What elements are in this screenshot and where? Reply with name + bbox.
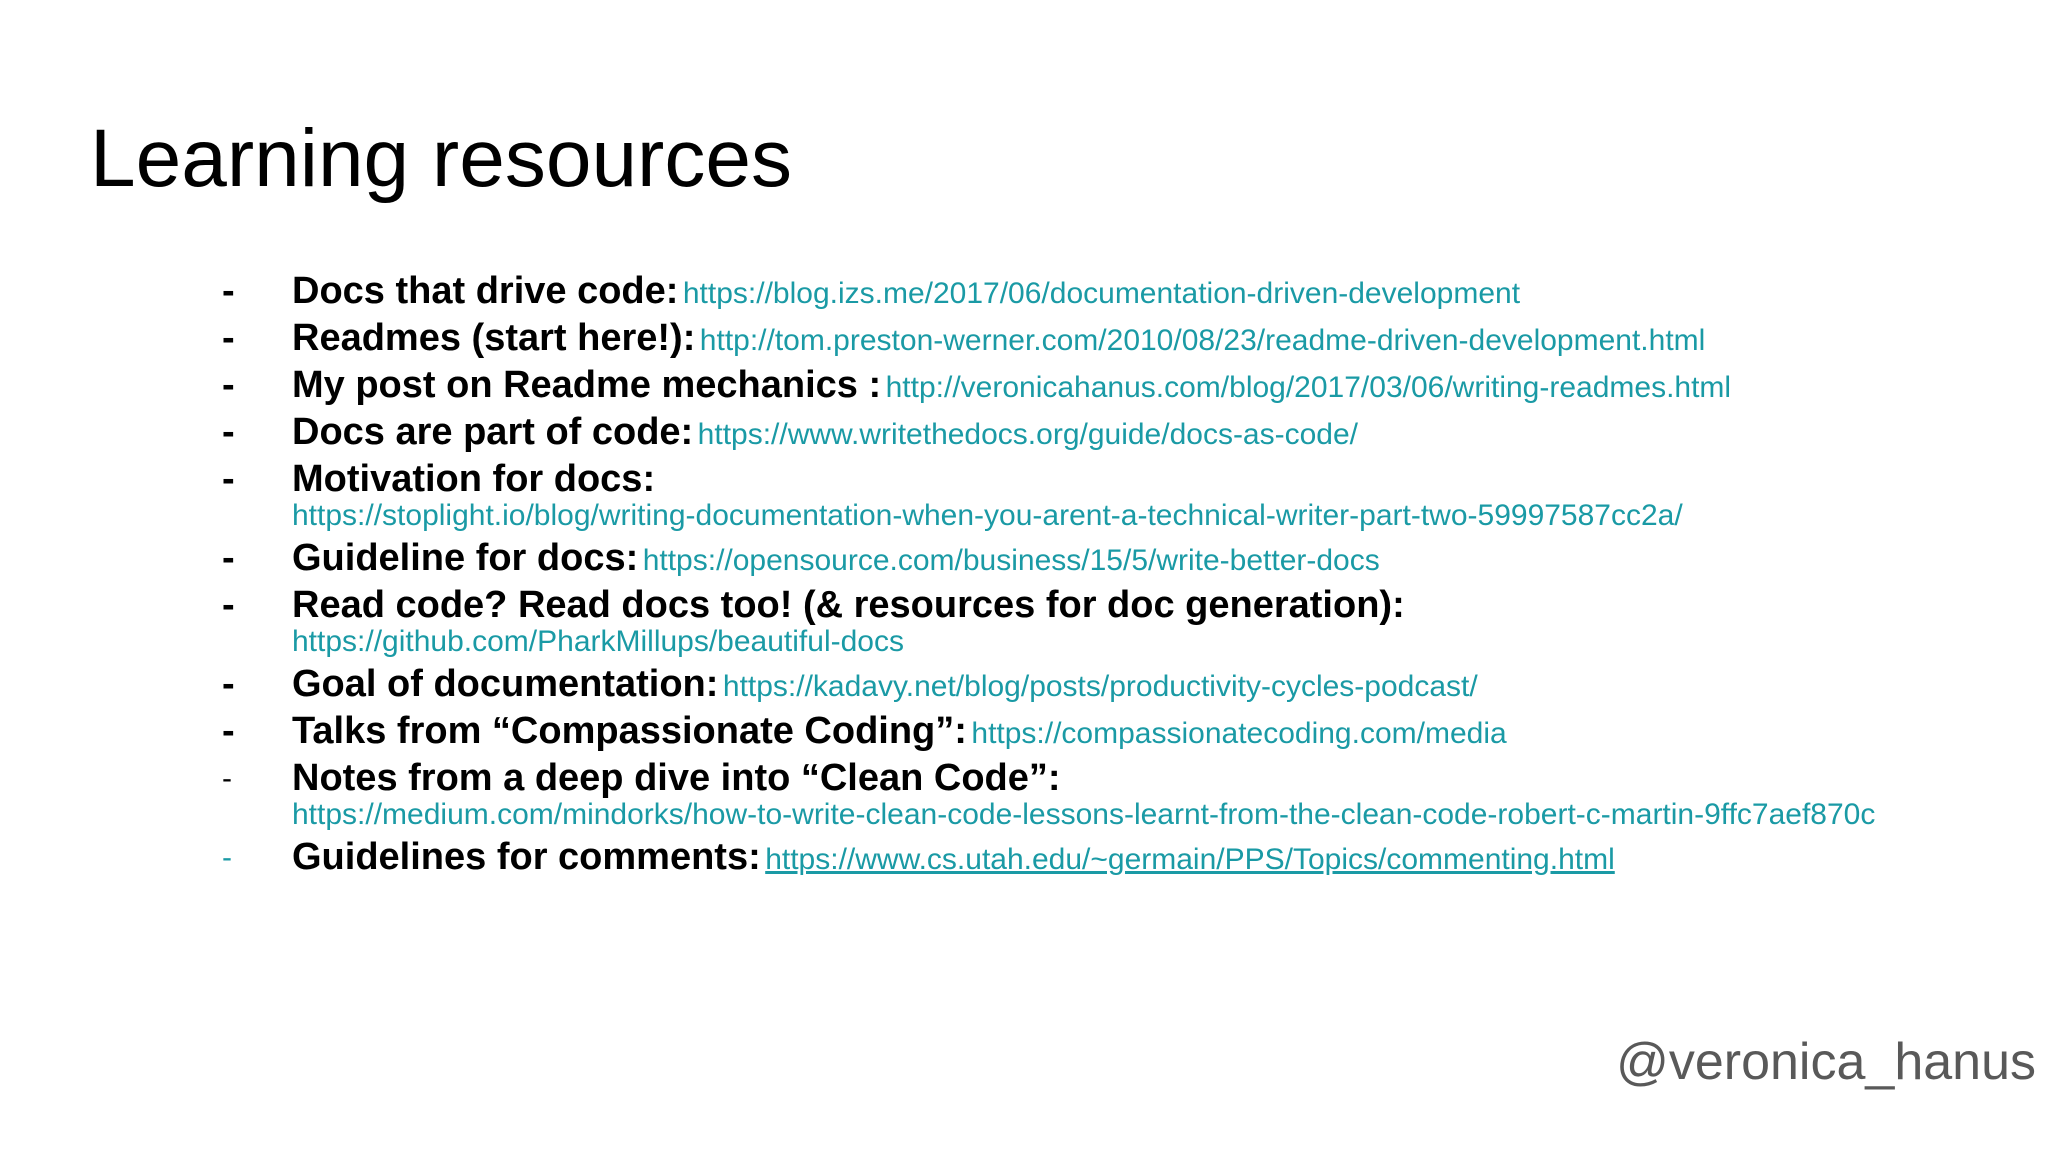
- resource-label: Readmes (start here!):: [292, 317, 696, 359]
- resource-link[interactable]: https://www.cs.utah.edu/~germain/PPS/Topics/commenting.html: [765, 843, 1615, 876]
- bullet-dash: -: [222, 584, 235, 626]
- list-item: [0, 362, 1922, 409]
- resource-label: Talks from “Compassionate Coding”:: [292, 710, 967, 752]
- resource-link[interactable]: https://github.com/PharkMillups/beautiful-docs: [292, 625, 904, 658]
- bullet-dash: -: [222, 710, 235, 752]
- resource-link[interactable]: https://opensource.com/business/15/5/write-better-docs: [642, 544, 1380, 577]
- list-item: [0, 409, 1922, 456]
- resource-link[interactable]: http://tom.preston-werner.com/2010/08/23/readme-driven-development.html: [699, 324, 1706, 357]
- resource-link[interactable]: http://veronicahanus.com/blog/2017/03/06/writing-readmes.html: [885, 371, 1732, 404]
- list-item: [0, 755, 1922, 834]
- list-item: [0, 456, 1922, 535]
- list-item: [0, 661, 1922, 708]
- resource-link[interactable]: https://www.writethedocs.org/guide/docs-as-code/: [697, 418, 1358, 451]
- author-handle: @veronica_hanus: [1616, 1033, 2036, 1091]
- resource-link[interactable]: https://kadavy.net/blog/posts/productivity-cycles-podcast/: [722, 670, 1478, 703]
- resource-label: My post on Readme mechanics :: [292, 364, 882, 406]
- bullet-dash: -: [222, 317, 235, 359]
- resource-link[interactable]: https://medium.com/mindorks/how-to-write-clean-code-lessons-learnt-from-the-clean-code-robert-c-martin-9ffc7aef870c: [292, 798, 1876, 831]
- bullet-dash: -: [222, 663, 235, 705]
- resource-label: Guideline for docs:: [292, 537, 639, 579]
- resource-label: Motivation for docs:: [292, 458, 656, 500]
- resource-list: [0, 268, 2048, 881]
- bullet-dash: -: [222, 270, 235, 312]
- bullet-dash: -: [222, 458, 235, 500]
- resource-label: Guidelines for comments:: [292, 836, 761, 878]
- list-item: [0, 535, 1922, 582]
- bullet-dash: -: [222, 762, 232, 795]
- resource-link[interactable]: https://compassionatecoding.com/media: [971, 717, 1507, 750]
- list-item: [0, 315, 1922, 362]
- list-item: [0, 708, 1922, 755]
- list-item: [0, 834, 1922, 881]
- resource-label: Notes from a deep dive into “Clean Code”:: [292, 757, 1061, 799]
- list-item: [0, 268, 1922, 315]
- resource-label: Goal of documentation:: [292, 663, 719, 705]
- resource-link[interactable]: https://blog.izs.me/2017/06/documentation-driven-development: [682, 277, 1521, 310]
- slide-title: Learning resources: [90, 113, 792, 204]
- bullet-dash: -: [222, 364, 235, 406]
- bullet-dash: -: [222, 841, 232, 874]
- resource-label: Docs are part of code:: [292, 411, 694, 453]
- resource-label: Read code? Read docs too! (& resources for doc generation):: [292, 584, 1405, 626]
- bullet-dash: -: [222, 411, 235, 453]
- resource-label: Docs that drive code:: [292, 270, 679, 312]
- bullet-dash: -: [222, 537, 235, 579]
- list-item: [0, 582, 1922, 661]
- resource-link[interactable]: https://stoplight.io/blog/writing-documentation-when-you-arent-a-technical-writer-part-two-59997587cc2a/: [292, 499, 1683, 532]
